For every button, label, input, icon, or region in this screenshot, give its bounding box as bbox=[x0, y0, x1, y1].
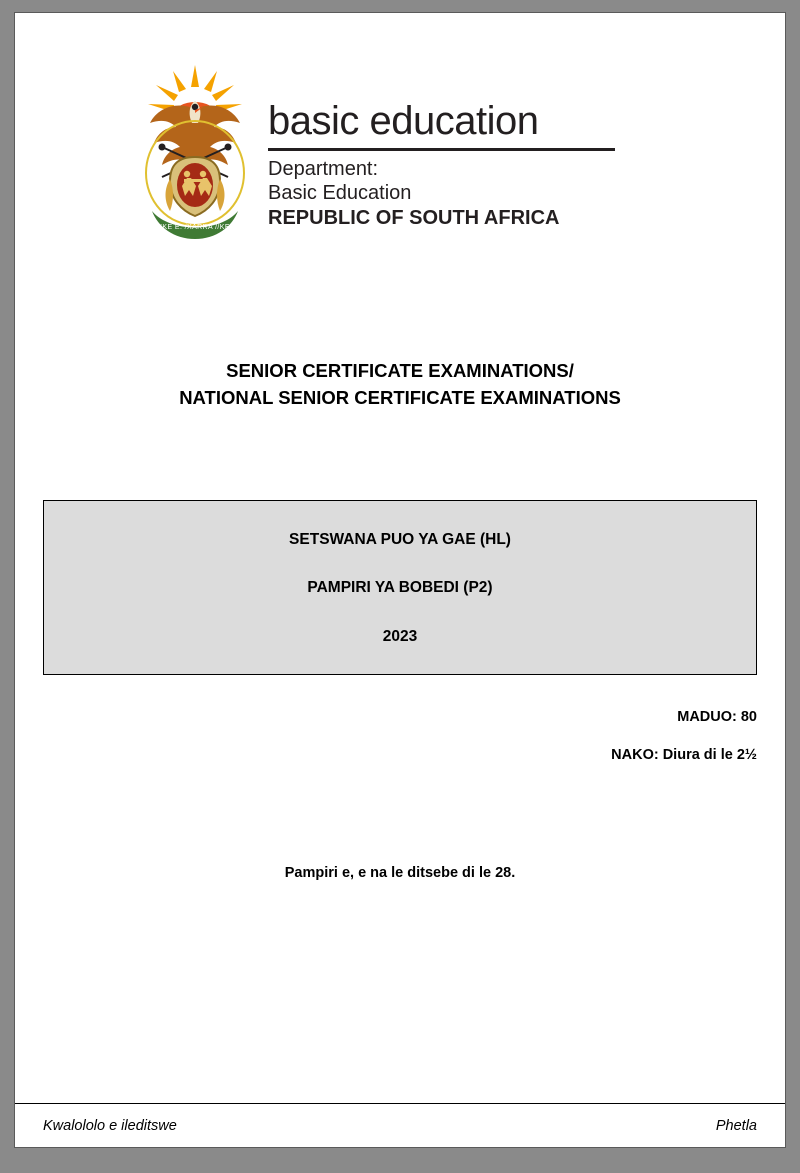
brand-underline bbox=[268, 148, 615, 151]
total-marks: MADUO: 80 bbox=[677, 709, 757, 726]
svg-text:!KE E: /XARRA //KE: !KE E: /XARRA //KE bbox=[160, 224, 230, 231]
department-wordmark bbox=[268, 61, 615, 230]
department-line-1: Department: bbox=[268, 158, 379, 180]
department-line-2: Basic Education bbox=[268, 182, 412, 205]
document-page bbox=[15, 13, 785, 1147]
page-footer bbox=[15, 1103, 785, 1147]
exam-year: 2023 bbox=[382, 627, 418, 645]
footer-turn-over: Phetla bbox=[715, 1117, 757, 1134]
exam-duration: NAKO: Diura di le 2½ bbox=[611, 747, 757, 764]
page-count-note: Pampiri e, e na le ditsebe di le 28. bbox=[284, 865, 516, 882]
paper-number: PAMPIRI YA BOBEDI (P2) bbox=[307, 579, 493, 597]
paper-details-box bbox=[43, 500, 757, 676]
marks-and-time bbox=[15, 709, 785, 763]
exam-heading bbox=[15, 358, 785, 412]
exam-heading-line-1: SENIOR CERTIFICATE EXAMINATIONS/ bbox=[226, 360, 574, 381]
footer-copyright: Kwalololo e ileditswe bbox=[43, 1117, 177, 1134]
subject-title: SETSWANA PUO YA GAE (HL) bbox=[289, 530, 511, 548]
brand-title: basic education bbox=[268, 99, 539, 143]
department-line-3: REPUBLIC OF SOUTH AFRICA bbox=[268, 206, 560, 229]
document-header bbox=[15, 13, 785, 246]
exam-heading-line-2: NATIONAL SENIOR CERTIFICATE EXAMINATIONS bbox=[179, 386, 621, 408]
south-african-coat-of-arms-icon bbox=[140, 61, 250, 246]
